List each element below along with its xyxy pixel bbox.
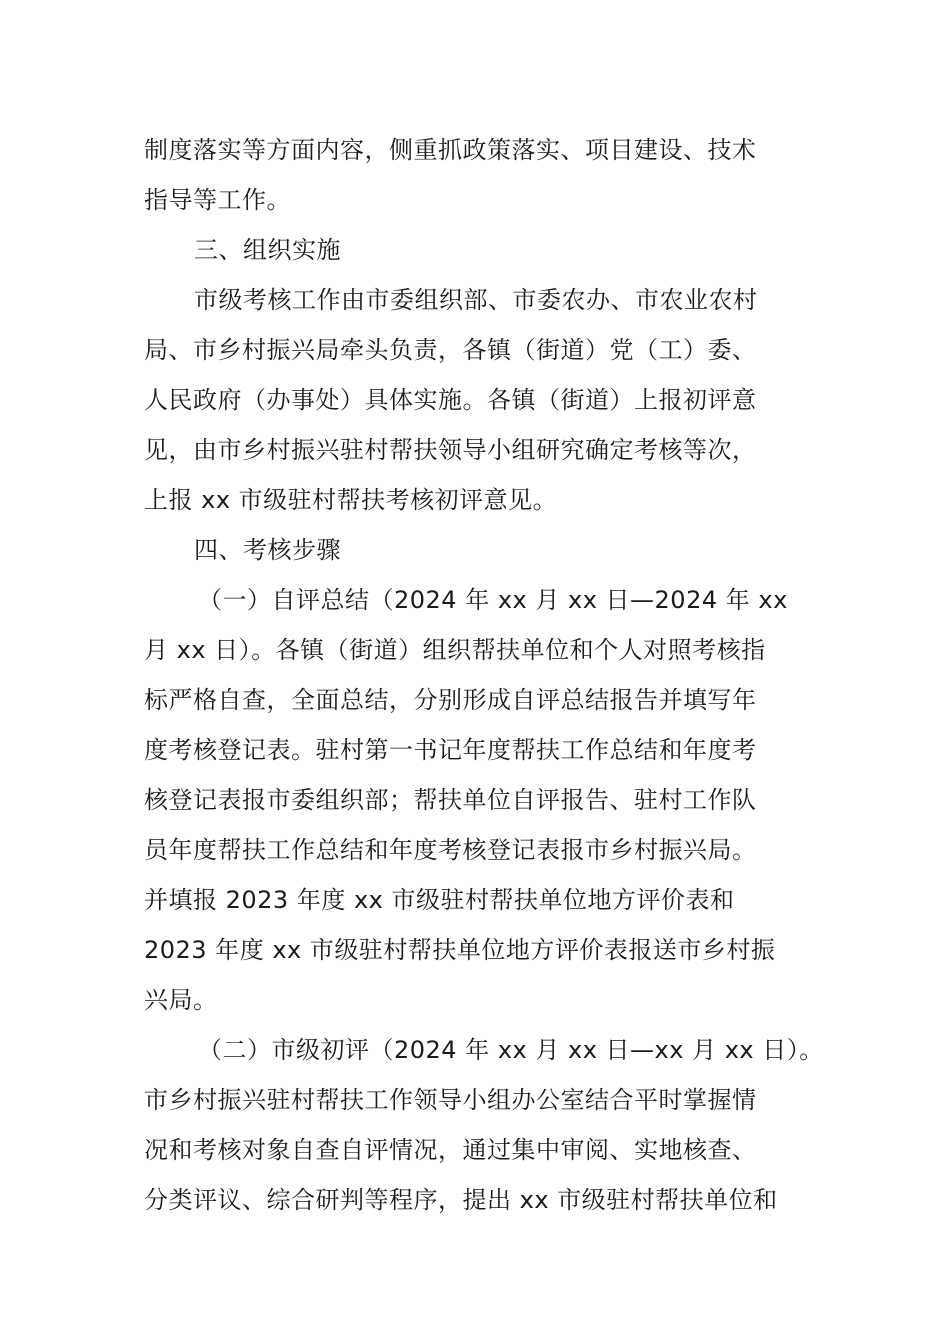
section-heading-steps: 四、考核步骤 xyxy=(194,536,341,564)
subsection-heading-self-evaluation: （一）自评总结（2024 年 xx 月 xx 日—2024 年 xx xyxy=(198,586,788,614)
body-text-line: 制度落实等方面内容，侧重抓政策落实、项目建设、技术 xyxy=(144,136,757,164)
subsection-heading-city-evaluation: （二）市级初评（2024 年 xx 月 xx 日—xx 月 xx 日）。 xyxy=(198,1036,824,1064)
body-text-line: 市乡村振兴驻村帮扶工作领导小组办公室结合平时掌握情 xyxy=(144,1086,757,1114)
body-text-line: 2023 年度 xx 市级驻村帮扶单位地方评价表报送市乡村振 xyxy=(144,936,776,964)
body-text-line: 标严格自查，全面总结，分别形成自评总结报告并填写年 xyxy=(144,686,757,714)
body-text-line: 月 xx 日）。各镇（街道）组织帮扶单位和个人对照考核指 xyxy=(144,636,766,664)
body-text-line: 指导等工作。 xyxy=(144,186,291,214)
body-text-line: 核登记表报市委组织部；帮扶单位自评报告、驻村工作队 xyxy=(144,786,757,814)
section-heading-organization: 三、组织实施 xyxy=(194,236,341,264)
body-text-line: 度考核登记表。驻村第一书记年度帮扶工作总结和年度考 xyxy=(144,736,757,764)
body-text-line: 见，由市乡村振兴驻村帮扶领导小组研究确定考核等次， xyxy=(144,436,757,464)
body-text-line: 兴局。 xyxy=(144,986,218,1014)
body-text-line: 员年度帮扶工作总结和年度考核登记表报市乡村振兴局。 xyxy=(144,836,757,864)
body-text-line: 并填报 2023 年度 xx 市级驻村帮扶单位地方评价表和 xyxy=(144,886,735,914)
body-text-line: 上报 xx 市级驻村帮扶考核初评意见。 xyxy=(144,486,558,514)
body-text-line: 况和考核对象自查自评情况，通过集中审阅、实地核查、 xyxy=(144,1136,757,1164)
body-text-line: 人民政府（办事处）具体实施。各镇（街道）上报初评意 xyxy=(144,386,757,414)
body-text-line: 分类评议、综合研判等程序，提出 xx 市级驻村帮扶单位和 xyxy=(144,1186,778,1214)
body-text-line: 市级考核工作由市委组织部、市委农办、市农业农村 xyxy=(194,286,758,314)
body-text-line: 局、市乡村振兴局牵头负责，各镇（街道）党（工）委、 xyxy=(144,336,757,364)
